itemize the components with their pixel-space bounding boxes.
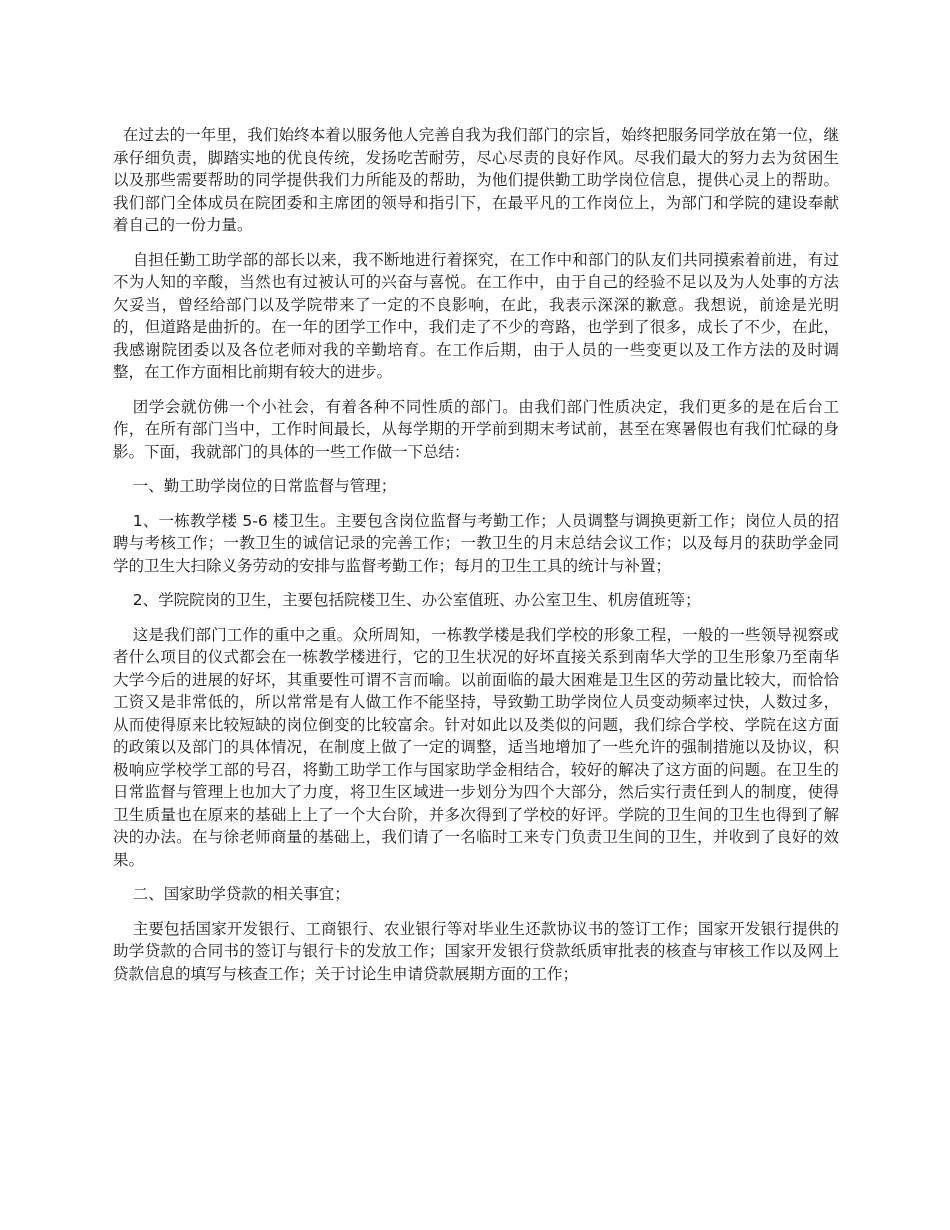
section-heading-2: 二、国家助学贷款的相关事宜； <box>132 885 350 903</box>
paragraph-loans: 主要包括国家开发银行、工商银行、农业银行等对毕业生还款协议书的签订工作；国家开发银行提供的助学贷款的合同书的签订与银行卡的发放工作；国家开发银行贷款纸质审批表的核查与审核工作以及网上贷款信息的填写与核查工作；关于讨论生申请贷款展期方面的工作； <box>113 919 839 983</box>
paragraph-reflection: 自担任勤工助学部的部长以来，我不断地进行着探究，在工作中和部门的队友们共同摸索着前进，有过不为人知的辛酸，当然也有过被认可的兴奋与喜悦。在工作中，由于自己的经验不足以及为人处事的方法欠妥当，曾经给部门以及学院带来了一定的不良影响，在此，我表示深深的歉意。我想说，前途是光明的，但道路是曲折的。在一年的团学工作中，我们走了不少的弯路，也学到了很多，成长了不少，在此，我感谢院团委以及各位老师对我的辛勤培育。在工作后期，由于人员的一些变更以及工作方法的及时调整，在工作方面相比前期有较大的进步。 <box>113 250 839 381</box>
paragraph-intro: 在过去的一年里，我们始终本着以服务他人完善自我为我们部门的宗旨，始终把服务同学放在第一位，继承仔细负责，脚踏实地的优良传统，发扬吃苦耐劳，尽心尽责的良好作风。尽我们最大的努力去为贫困生以及那些需要帮助的同学提供我们力所能及的帮助，为他们提供勤工助学岗位信息，提供心灵上的帮助。我们部门全体成员在院团委和主席团的领导和指引下，在最平凡的工作岗位上，为部门和学院的建设奉献着自己的一份力量。 <box>113 126 839 234</box>
paragraph-overview: 团学会就仿佛一个小社会，有着各种不同性质的部门。由我们部门性质决定，我们更多的是在后台工作，在所有部门当中，工作时间最长，从每学期的开学前到期末考试前，甚至在寒暑假也有我们忙碌的身影。下面，我就部门的具体的一些工作做一下总结： <box>113 397 839 461</box>
list-item-2: 2、学院院岗的卫生，主要包括院楼卫生、办公室值班、办公室卫生、机房值班等； <box>132 591 701 609</box>
document-body <box>113 124 839 997</box>
list-item-1: 1、一栋教学楼 5-6 楼卫生。主要包含岗位监督与考勤工作；人员调整与调换更新工作；岗位人员的招聘与考核工作；一教卫生的诚信记录的完善工作；一教卫生的月末总结会议工作；以及每月的获助学金同学的卫生大扫除义务劳动的安排与监督考勤工作；每月的卫生工具的统计与补置； <box>113 511 839 575</box>
paragraph-hygiene: 这是我们部门工作的重中之重。众所周知，一栋教学楼是我们学校的形象工程，一般的一些领导视察或者什么项目的仪式都会在一栋教学楼进行，它的卫生状况的好坏直接关系到南华大学的卫生形象乃至南华大学今后的进展的好坏，其重要性可谓不言而喻。以前面临的最大困难是卫生区的劳动量比较大，而恰恰工资又是非常低的，所以常常是有人做工作不能坚持，导致勤工助学岗位人员变动频率过快，人数过多，从而使得原来比较短缺的岗位倒变的比较富余。针对如此以及类似的问题，我们综合学校、学院在这方面的政策以及部门的具体情况，在制度上做了一定的调整，适当地增加了一些允许的强制措施以及协议，积极响应学校学工部的号召，将勤工助学工作与国家助学金相结合，较好的解决了这方面的问题。在卫生的日常监督与管理上也加大了力度，将卫生区域进一步划分为四个大部分，然后实行责任到人的制度，使得卫生质量也在原来的基础上上了一个大台阶，并多次得到了学校的好评。学院的卫生间的卫生也得到了解决的办法。在与徐老师商量的基础上，我们请了一名临时工来专门负责卫生间的卫生，并收到了良好的效果。 <box>113 625 839 869</box>
section-heading-1: 一、勤工助学岗位的日常监督与管理； <box>132 477 397 495</box>
